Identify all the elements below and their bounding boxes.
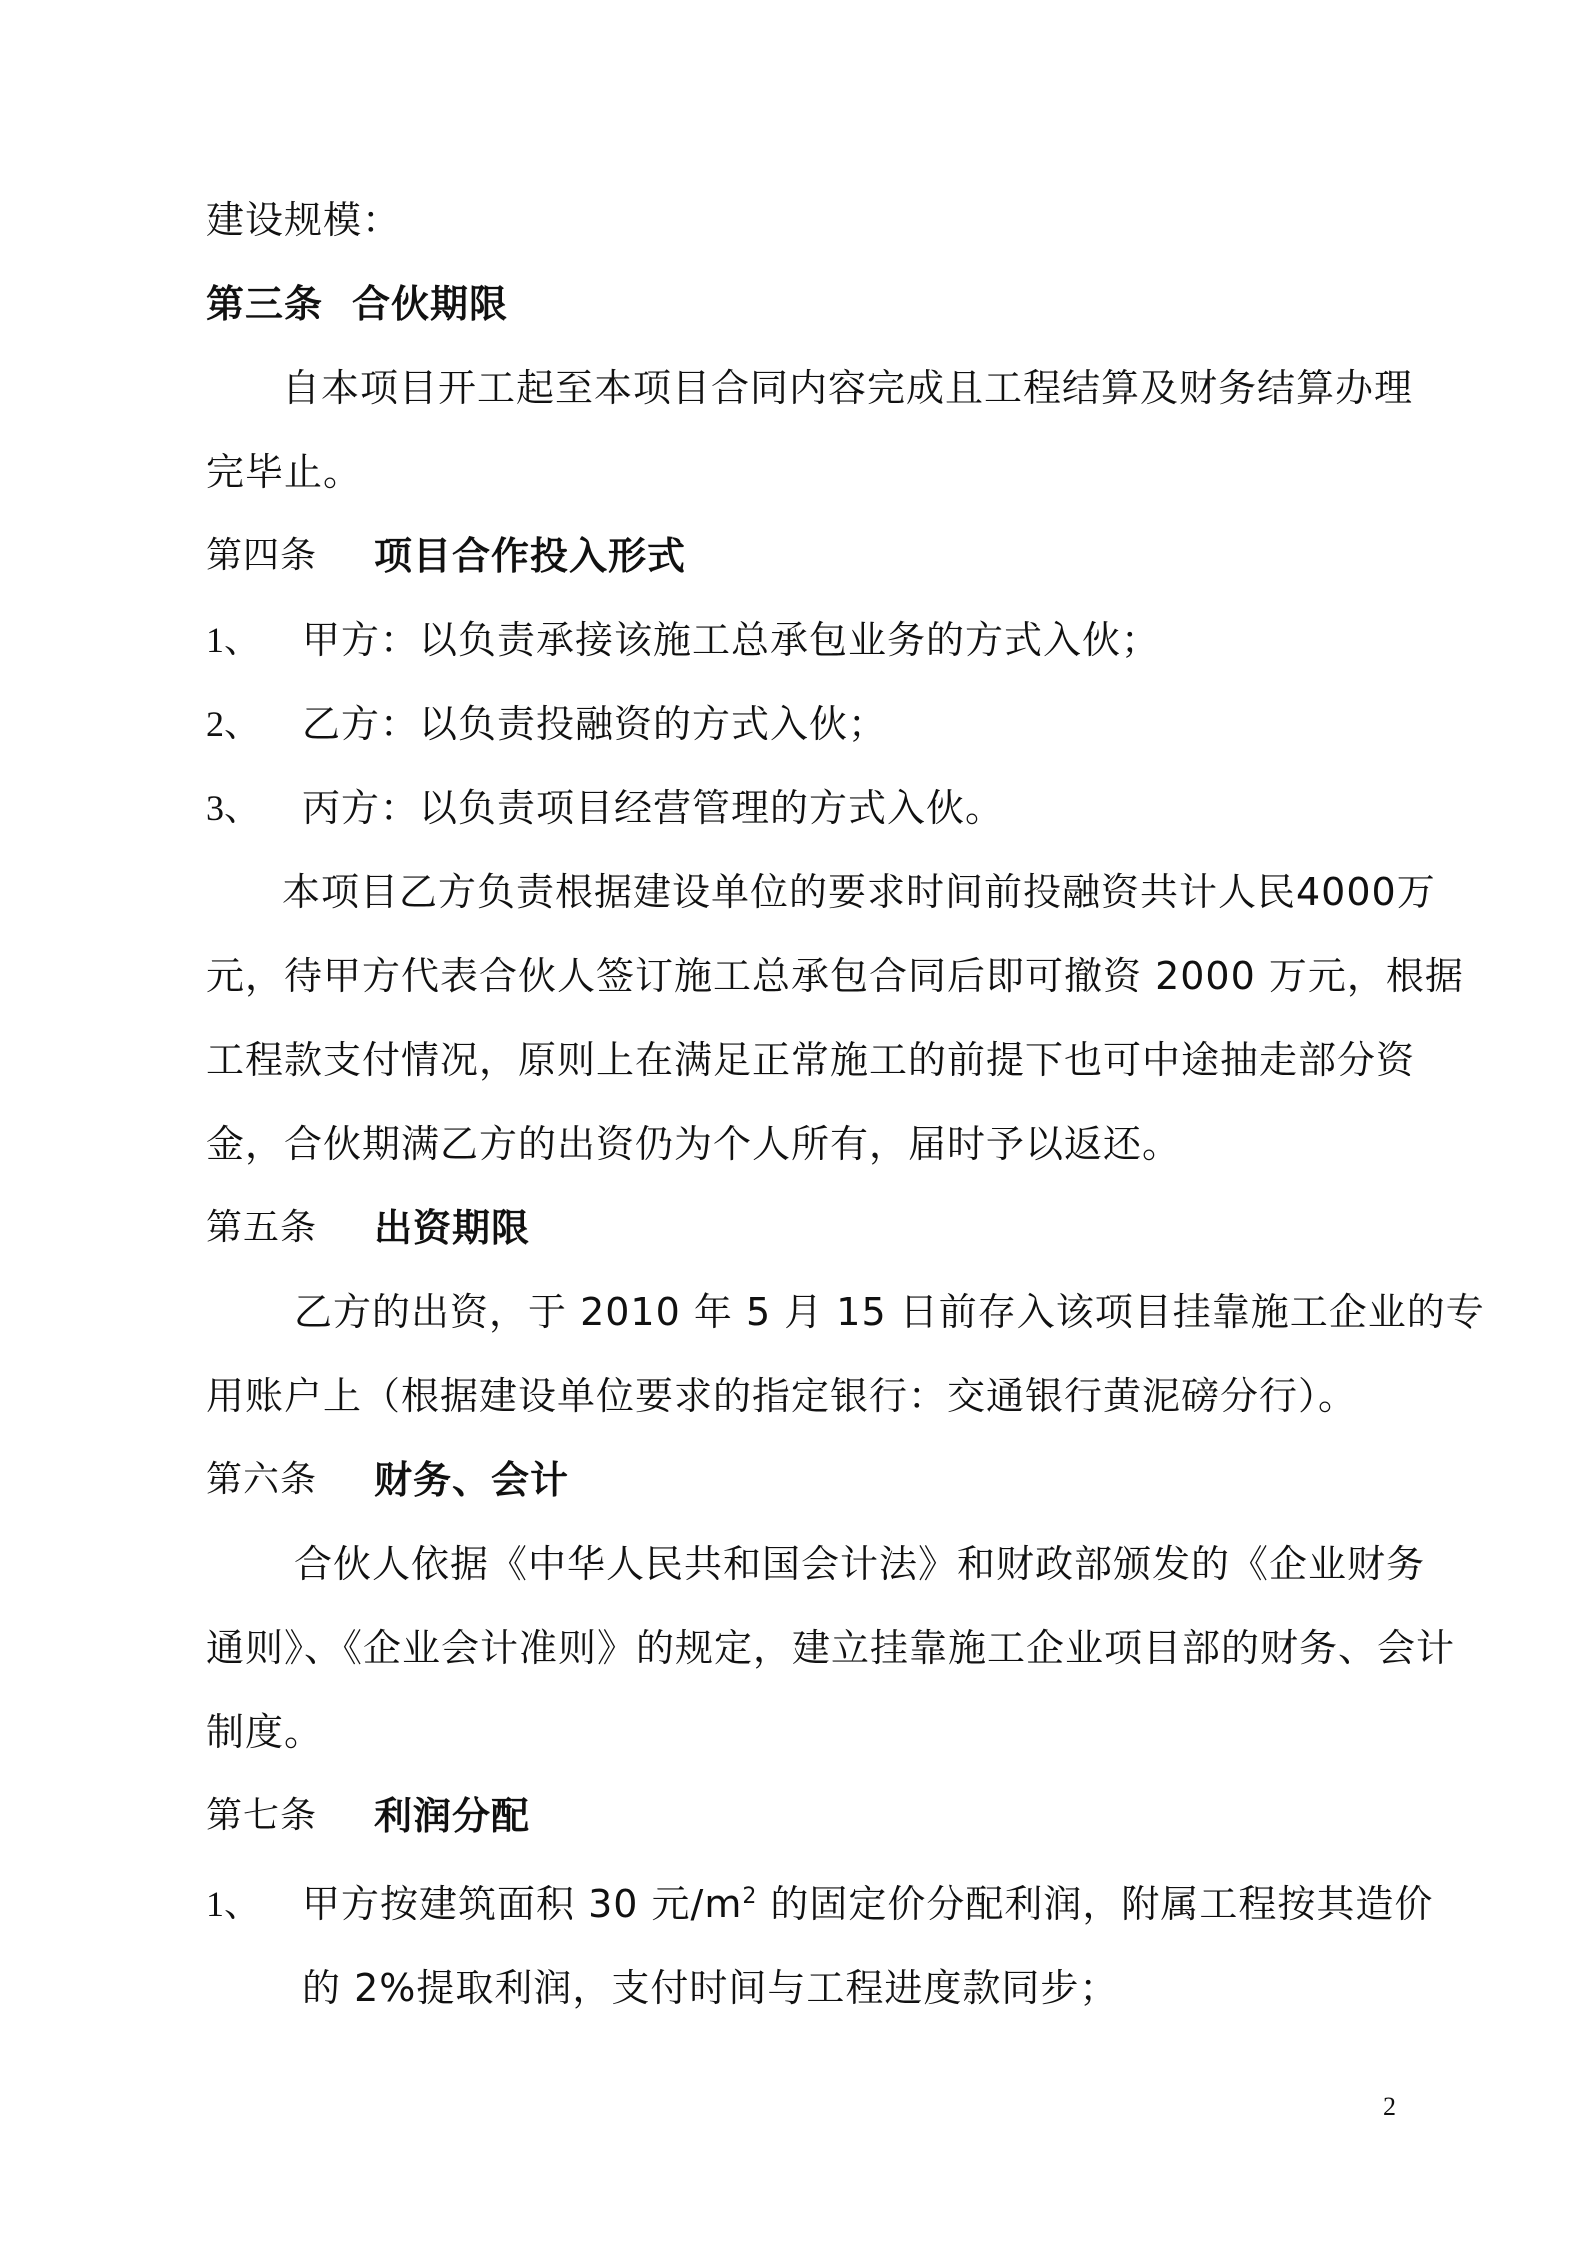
article-6-label: 第六条 (206, 1459, 318, 1500)
article-7-title: 利润分配 (374, 1794, 531, 1838)
article-6-title: 财务、会计 (374, 1458, 570, 1502)
paragraph-3-line-2: 用账户上（根据建设单位要求的指定银行：交通银行黄泥磅分行）。 (206, 1374, 1358, 1418)
paragraph-3-line-1: 乙方的出资，于 2010 年 5 月 15 日前存入该项目挂靠施工企业的专 (294, 1290, 1485, 1334)
squared-superscript: 2 (742, 1884, 758, 1909)
paragraph-2-line-1: 本项目乙方负责根据建设单位的要求时间前投融资共计人民4000万 (282, 870, 1436, 914)
paragraph-2-line-4: 金，合伙期满乙方的出资仍为个人所有，届时予以返还。 (206, 1122, 1182, 1166)
article-3-title: 合伙期限 (352, 282, 509, 326)
page-number: 2 (1383, 2092, 1396, 2121)
item-4-text-part-b: 的固定价分配利润，附属工程按其造价 (757, 1882, 1434, 1926)
article-4-label: 第四条 (206, 535, 318, 576)
article-3-label: 第三条 (206, 282, 324, 326)
item-1-text: 甲方：以负责承接该施工总承包业务的方式入伙； (302, 618, 1161, 662)
article-5-label: 第五条 (206, 1207, 318, 1248)
article-7-label: 第七条 (206, 1795, 318, 1836)
item-4-text-part-a: 甲方按建筑面积 30 元/m (302, 1882, 743, 1926)
item-2-text: 乙方：以负责投融资的方式入伙； (302, 702, 888, 746)
item-4-number: 1、 (206, 1884, 261, 1924)
item-4-line-2: 的 2%提取利润，支付时间与工程进度款同步； (302, 1966, 1119, 2010)
article-5-title: 出资期限 (374, 1206, 531, 1250)
paragraph-4-line-2: 通则》、《企业会计准则》的规定，建立挂靠施工企业项目部的财务、会计 (206, 1626, 1456, 1670)
paragraph-4-line-3: 制度。 (206, 1710, 324, 1754)
item-4-text (302, 1880, 1433, 1928)
article-4-title: 项目合作投入形式 (374, 534, 687, 578)
paragraph-2-line-2: 元，待甲方代表合伙人签订施工总承包合同后即可撤资 2000 万元，根据 (206, 954, 1464, 998)
paragraph-1-line-1: 自本项目开工起至本项目合同内容完成且工程结算及财务结算办理 (282, 366, 1414, 410)
paragraph-2-line-3: 工程款支付情况，原则上在满足正常施工的前提下也可中途抽走部分资 (206, 1038, 1416, 1082)
paragraph-1-line-2: 完毕止。 (206, 450, 363, 494)
paragraph-4-line-1: 合伙人依据《中华人民共和国会计法》和财政部颁发的《企业财务 (294, 1542, 1426, 1586)
item-2-number: 2、 (206, 704, 261, 744)
item-3-text: 丙方：以负责项目经营管理的方式入伙。 (302, 786, 1005, 830)
item-3-number: 3、 (206, 788, 261, 828)
construction-scale-label: 建设规模： (206, 198, 402, 242)
item-1-number: 1、 (206, 620, 261, 660)
